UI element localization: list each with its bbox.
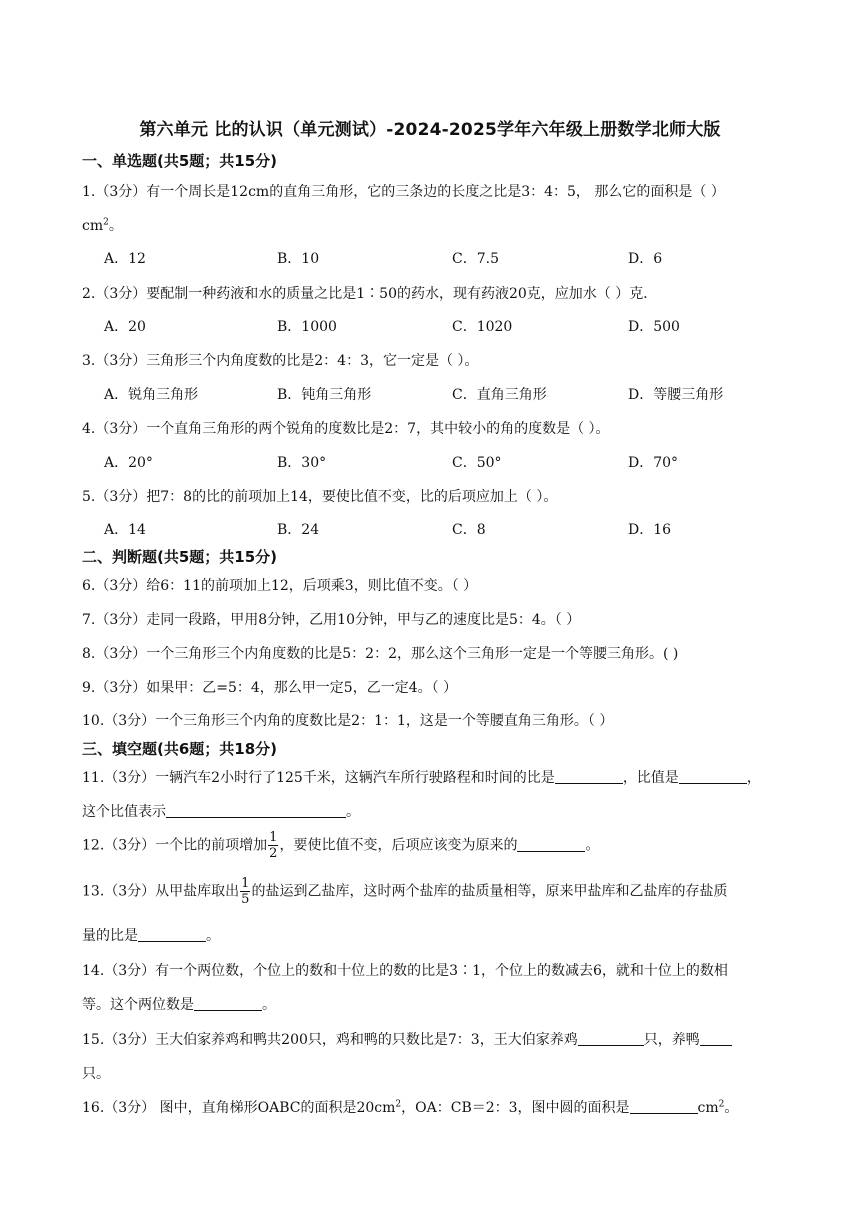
section-heading-true-false: 二、判断题(共5题；共15分) bbox=[82, 548, 278, 566]
question-1 bbox=[82, 181, 808, 201]
question-16 bbox=[82, 1097, 808, 1117]
question-14-text: 14.（3分）有一个两位数，个位上的数和十位上的数的比是3∶1，个位上的数减去6，就和十位上的数相 bbox=[82, 963, 728, 979]
option-b[interactable]: B．24 bbox=[277, 522, 320, 538]
answer-blank[interactable] bbox=[700, 1030, 732, 1046]
question-12-text: 12.（3分）一个比的前项增加 bbox=[82, 837, 268, 854]
option-a[interactable]: A．20 bbox=[104, 319, 146, 335]
question-3-text: 3.（3分）三角形三个内角度数的比是2：4：3，它一定是（ ）。 bbox=[82, 353, 479, 369]
answer-blank[interactable] bbox=[138, 926, 206, 942]
question-11 bbox=[82, 767, 808, 787]
answer-blank[interactable] bbox=[578, 1030, 644, 1046]
option-b[interactable]: B．钝角三角形 bbox=[277, 387, 372, 403]
option-d[interactable]: D．16 bbox=[628, 522, 672, 538]
question-1-text: 1.（3分）有一个周长是12cm的直角三角形，它的三条边的长度之比是3：4：5， 那么它的面积是（ ） bbox=[82, 184, 725, 200]
question-14-text-2: 等。这个两位数是 bbox=[82, 997, 194, 1013]
question-4-text: 4.（3分）一个直角三角形的两个锐角的度数比是2：7，其中较小的角的度数是（ ）。 bbox=[82, 421, 610, 437]
question-9: 9.（3分）如果甲：乙=5：4，那么甲一定5，乙一定4。（ ） bbox=[82, 680, 458, 696]
question-16-exponent-1: 2 bbox=[395, 1099, 402, 1110]
question-11-end: 。 bbox=[346, 804, 360, 820]
option-d[interactable]: D．6 bbox=[628, 251, 663, 267]
answer-blank[interactable] bbox=[517, 836, 585, 852]
question-4 bbox=[82, 418, 808, 438]
answer-blank[interactable] bbox=[194, 995, 262, 1011]
answer-blank[interactable] bbox=[166, 802, 346, 818]
option-d[interactable]: D．等腰三角形 bbox=[628, 387, 724, 403]
fraction-numerator: 1 bbox=[269, 830, 278, 845]
question-15-text: 15.（3分）王大伯家养鸡和鸭共200只，鸡和鸭的只数比是7：3，王大伯家养鸡 bbox=[82, 1032, 578, 1048]
question-1-continued bbox=[82, 215, 808, 235]
question-3 bbox=[82, 350, 808, 370]
fraction-denominator: 2 bbox=[269, 846, 278, 861]
question-2 bbox=[82, 283, 808, 303]
option-b[interactable]: B．1000 bbox=[277, 319, 337, 335]
question-14 bbox=[82, 960, 808, 980]
option-a[interactable]: A．12 bbox=[104, 251, 146, 267]
question-10: 10.（3分）一个三角形三个内角的度数比是2：1：1，这是一个等腰直角三角形。（ ） bbox=[82, 713, 614, 729]
option-a[interactable]: A．锐角三角形 bbox=[104, 387, 199, 403]
question-13 bbox=[82, 876, 808, 907]
option-c[interactable]: C．1020 bbox=[452, 319, 513, 335]
question-11-continued bbox=[82, 801, 808, 821]
fraction-numerator: 1 bbox=[241, 876, 250, 891]
option-a[interactable]: A．14 bbox=[104, 522, 146, 538]
option-c[interactable]: C．50° bbox=[452, 455, 502, 471]
question-6: 6.（3分）给6：11的前项加上12，后项乘3，则比值不变。（ ） bbox=[82, 578, 478, 594]
option-c[interactable]: C．直角三角形 bbox=[452, 387, 547, 403]
section-heading-fill-in: 三、填空题(共6题；共18分) bbox=[82, 740, 278, 758]
option-c[interactable]: C．8 bbox=[452, 522, 486, 538]
question-16-exponent-2: 2 bbox=[718, 1099, 725, 1110]
question-2-text: 2.（3分）要配制一种药液和水的质量之比是1∶50的药水，现有药液20克，应加水（ ）克． bbox=[82, 286, 658, 302]
option-b[interactable]: B．10 bbox=[277, 251, 320, 267]
question-16-end: 。 bbox=[724, 1100, 739, 1116]
option-d[interactable]: D．500 bbox=[628, 319, 680, 335]
question-15-text-2: 只，养鸭 bbox=[643, 1032, 700, 1048]
question-14-end: 。 bbox=[262, 997, 276, 1013]
question-12-end: 。 bbox=[585, 837, 600, 854]
question-11-text-2: ，比值是 bbox=[622, 770, 679, 786]
fraction-one-half bbox=[268, 830, 278, 861]
option-a[interactable]: A．20° bbox=[104, 455, 153, 471]
fraction-denominator: 5 bbox=[241, 892, 250, 907]
question-5-text: 5.（3分）把7：8的比的前项加上14，要使比值不变，比的后项应加上（ ）。 bbox=[82, 489, 558, 505]
question-13-end: 。 bbox=[206, 928, 220, 944]
question-8: 8.（3分）一个三角形三个内角度数的比是5：2：2，那么这个三角形一定是一个等腰三角形。( ) bbox=[82, 646, 679, 662]
question-11-text: 11.（3分）一辆汽车2小时行了125千米，这辆汽车所行驶路程和时间的比是 bbox=[82, 770, 555, 786]
option-b[interactable]: B．30° bbox=[277, 455, 327, 471]
question-7: 7.（3分）走同一段路，甲用8分钟，乙用10分钟，甲与乙的速度比是5：4。（ ） bbox=[82, 612, 581, 628]
question-13-text-3: 量的比是 bbox=[82, 928, 138, 944]
answer-blank[interactable] bbox=[555, 768, 623, 784]
question-13-text-2: 的盐运到乙盐库，这时两个盐库的盐质量相等，原来甲盐库和乙盐库的存盐质 bbox=[251, 883, 728, 900]
question-15-end: 只。 bbox=[82, 1066, 110, 1082]
section-heading-single-choice: 一、单选题(共5题；共15分) bbox=[82, 152, 278, 170]
answer-blank[interactable] bbox=[630, 1098, 698, 1114]
answer-blank[interactable] bbox=[679, 768, 747, 784]
fraction-one-fifth bbox=[240, 876, 250, 907]
option-c[interactable]: C．7.5 bbox=[452, 251, 499, 267]
question-13-continued bbox=[82, 925, 808, 945]
question-12-text-2: ，要使比值不变，后项应该变为原来的 bbox=[279, 837, 518, 854]
question-13-text: 13.（3分）从甲盐库取出 bbox=[82, 883, 240, 900]
question-11-text-4: 这个比值表示 bbox=[82, 804, 166, 820]
question-14-continued bbox=[82, 994, 808, 1014]
question-15 bbox=[82, 1029, 808, 1049]
question-1-end: 。 bbox=[108, 218, 123, 234]
question-5 bbox=[82, 486, 808, 506]
question-11-text-3: ， bbox=[746, 770, 761, 786]
question-16-text-2: ，OA：CB＝2：3，图中圆的面积是 bbox=[401, 1100, 630, 1116]
question-1-unit: cm bbox=[82, 218, 104, 234]
page-title: 第六单元 比的认识（单元测试）-2024-2025学年六年级上册数学北师大版 bbox=[139, 120, 721, 140]
question-16-unit: cm bbox=[697, 1100, 719, 1116]
question-15-continued bbox=[82, 1063, 808, 1083]
question-12 bbox=[82, 830, 808, 861]
question-1-unit-exponent: 2 bbox=[103, 217, 109, 228]
question-16-text: 16.（3分） 图中，直角梯形OABC的面积是20cm bbox=[82, 1100, 396, 1116]
option-d[interactable]: D．70° bbox=[628, 455, 679, 471]
